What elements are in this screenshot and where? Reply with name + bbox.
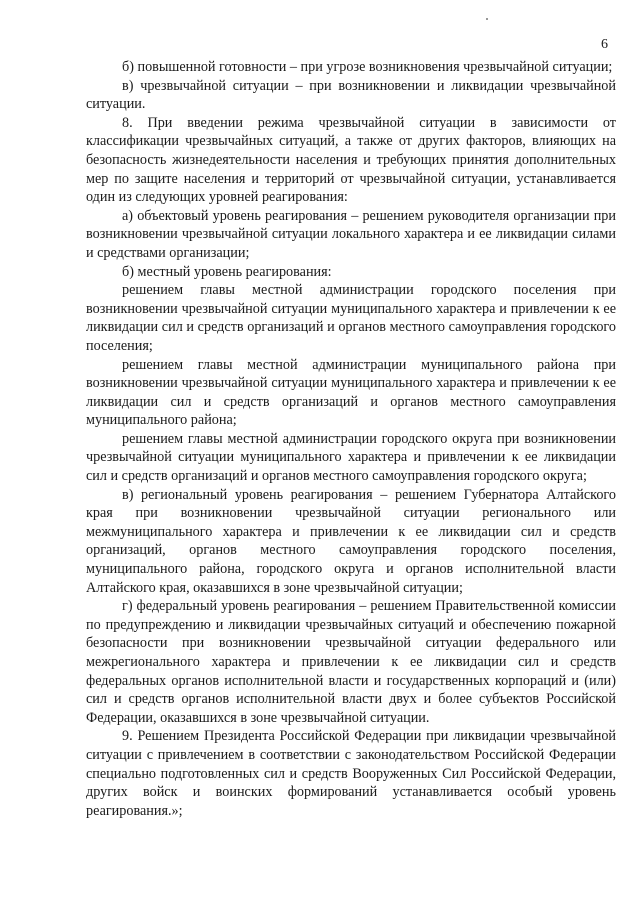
scan-speck — [486, 18, 488, 20]
page-number: 6 — [601, 37, 608, 52]
paragraph: 8. При введении режима чрезвычайной ситуации в зависимости от классификации чрезвычайных ситуаций, а также от других факторов, влияющих на безопасность жизнедеятельности населения и требующих принятия дополнительных мер по защите населения и территорий от чрезвычайной ситуации, устанавливается один из следующих уровней реагирования: — [86, 114, 616, 206]
paragraph: г) федеральный уровень реагирования – решением Правительственной комиссии по предупреждению и ликвидации чрезвычайных ситуаций и обеспечению пожарной безопасности при возникновении чрезвычайной ситуации федерального или межрегионального характера и привлечении к ее ликвидации сил и средств федеральных органов исполнительной власти и государственных корпораций и (или) сил и средств органов исполнительной власти двух и более субъектов Российской Федерации, оказавшихся в зоне чрезвычайной ситуации. — [86, 598, 616, 726]
paragraph: а) объектовый уровень реагирования – решением руководителя организации при возникновении чрезвычайной ситуации локального характера и ее ликвидации силами и средствами организации; — [86, 207, 616, 261]
paragraph: в) чрезвычайной ситуации – при возникновении и ликвидации чрезвычайной ситуации. — [86, 77, 616, 113]
paragraph: решением главы местной администрации городского поселения при возникновении чрезвычайной ситуации муниципального характера и привлечении к ее ликвидации сил и средств организаций и органов местного самоуправления городского поселения; — [86, 282, 616, 354]
paragraph: решением главы местной администрации муниципального района при возникновении чрезвычайной ситуации муниципального характера и привлечении к ее ликвидации сил и средств организаций и органов местного самоуправления муниципального района; — [86, 356, 616, 429]
paragraph: 9. Решением Президента Российской Федерации при ликвидации чрезвычайной ситуации с привлечением в соответствии с законодательством Российской Федерации специально подготовленных сил и средств Вооруженных Сил Российской Федерации, других войск и воинских формирований устанавливается особый уровень реагирования.»; — [86, 728, 616, 819]
document-body — [86, 58, 616, 820]
paragraph: решением главы местной администрации городского округа при возникновении чрезвычайной ситуации муниципального характера и привлечении к ее ликвидации сил и средств организаций и органов местного самоуправления городского округа; — [86, 430, 616, 485]
paragraph: в) региональный уровень реагирования – решением Губернатора Алтайского края при возникновении чрезвычайной ситуации регионального или межмуниципального характера и привлечении к ее ликвидации сил и средств организаций, органов местного самоуправления городского поселения, муниципального района, городского округа и органов исполнительной власти Алтайского края, оказавшихся в зоне чрезвычайной ситуации; — [86, 486, 616, 596]
paragraph: б) местный уровень реагирования: — [122, 263, 332, 280]
paragraph: б) повышенной готовности – при угрозе возникновения чрезвычайной ситуации; — [122, 59, 613, 75]
